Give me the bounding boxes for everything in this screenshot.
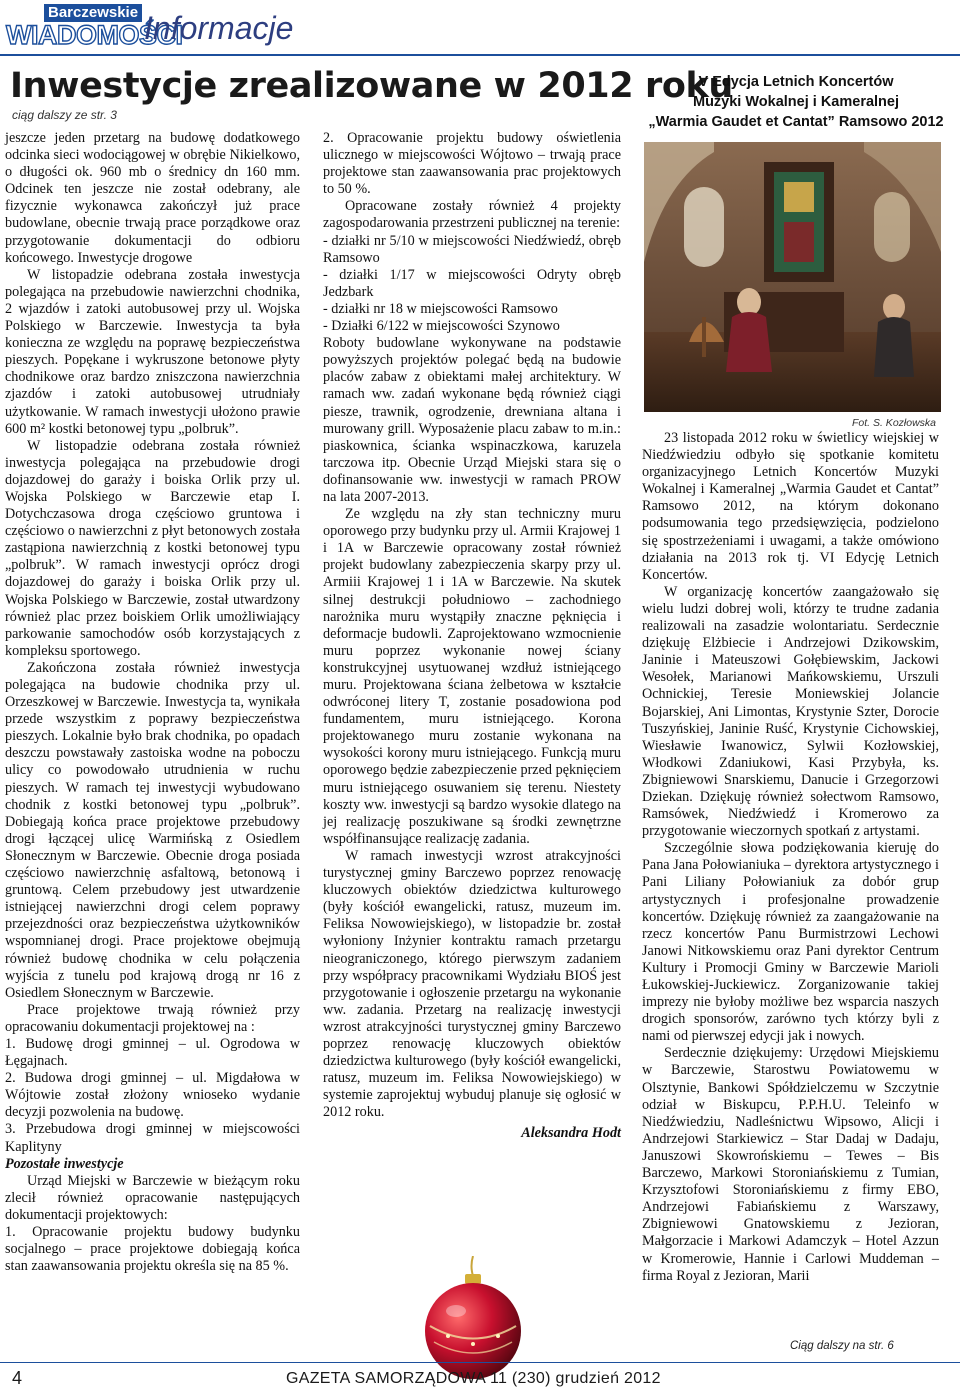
author-signature: Aleksandra Hodt xyxy=(521,1125,621,1142)
paragraph: W organizację koncertów zaangażowało się wielu ludzi dobrej woli, którzy te trudne zadania realizowali na zasadzie wolontariatu. Serdecznie dziękuję Elżbiecie i Andrzejowi Dzikowskim, Janinie i Mateuszowi Gołębiewskim, Jackowi Wesołek, Marianowi Mańkowskiemu, Urszuli Ochnickiej, Teresie Moniewskiej Jolancie Bojarskiej, Ani Limontas, Krystynie Szter, Dorocie Tuszyńskiej, Janinie Ruść, Krystynie Cichowskiej, Wiesławie Iwanowicz, Sylwii Kozłowskiej, Włodkowi Zdaniukowi, Kasi Przybyła, ks. Zbigniewowi Snarskiemu, Danucie i Grzegorzowi Dziekan. Dziękuję również sołectwom Ramsowo, Ramsówek, Niedźwiedź i Kromerowo za przygotowanie wieczornych spotkań z artystami. xyxy=(642,583,939,840)
article-title: Inwestycje zrealizowane w 2012 roku xyxy=(10,66,733,106)
sidebar-title-line: V Edycja Letnich Koncertów xyxy=(698,74,894,90)
paragraph: Urząd Miejski w Barczewie w bieżącym roku zlecił również opracowanie następujących dokumentacji projektowych: xyxy=(5,1172,300,1223)
continued-to: Ciąg dalszy na str. 6 xyxy=(790,1340,894,1352)
list-item: 1. Opracowanie projektu budowy budynku socjalnego – prace projektowe dobiegają końca stan zaawansowania projektu określa się na 85 %. xyxy=(5,1224,300,1275)
article-column-2 xyxy=(323,130,621,1143)
sidebar-title xyxy=(646,72,946,132)
paragraph: Opracowane zostały również 4 projekty zagospodarowania przestrzeni publicznej na terenie: xyxy=(323,198,621,232)
photo-caption: Fot. S. Kozłowska xyxy=(851,417,936,429)
list-item: 2. Budowa drogi gminnej – ul. Migdałowa w Wójtowie został złożony wnioseko wydanie decyzji pozwolenia na budowę. xyxy=(5,1070,300,1121)
paragraph: Ze względu na zły stan techniczny muru oporowego przy budynku przy ul. Armii Krajowej 1 i 1A w Barczewie opracowany został również projekt budowlany zabezpieczenia skarpy przy ul. Armiii Krajowej 1 i 1A w Barczewie. Na skutek silnej destrukcji południowo – zachodniego narożnika muru wystąpiły znaczne pęknięcia i deformacje budowli. Zaprojektowano wzmocnienie muru poprzez wykonanie nowej ściany konstrukcyjnej usytuowanej wzdłuż istniejącego muru. Projektowana ściana żelbetowa w kształcie odwróconej litery T, zostanie posadowiona pod fundamentem, muru istniejącego. Korona projektowanego muru zostanie wykonana na wysokości korony muru istniejącego. Funkcją muru oporowego będzie zabezpieczenie przed pęknięciem muru istniejącego osuwaniem się terenu. Niestety koszty ww. inwestycji są bardzo wysokie dlatego na jej realizację poszukiwane są środki zewnętrzne współfinansujące realizację zadania. xyxy=(323,506,621,847)
list-item: 3. Przebudowa drogi gminnej w miejscowości Kaplityny xyxy=(5,1121,300,1155)
paragraph: Szczególnie słowa podziękowania kieruję do Pana Jana Połowianiuka – dyrektora artystycznego i Pani Liliany Połowianiuk za dobór grup artystycznych i profesjonalne prowadzenie koncertów. Dziękuję również za zaangażowanie na rzecz koncertów Panu Burmistrzowi Lechowi Janowi Nitkowskiemu oraz Pani dyrektor Centrum Kultury i Promocji Gminy w Barczewie Marioli Łukowskiej-Juckiewicz. Zorganizowanie takiej imprezy nie byłoby możliwe bez wsparcia naszych drogich sponsorów, zarówno tych którzy byli z nami od pierwszej edycji jak i nowych. xyxy=(642,840,939,1045)
header-rule xyxy=(0,54,960,56)
concert-photo-illustration xyxy=(644,142,941,412)
paragraph: 23 listopada 2012 roku w świetlicy wiejskiej w Niedźwiedziu odbyło się spotkanie komitetu organizacyjnego Letnich Koncertów Muzyki Wokalnej i Kameralnej „Warmia Gaudet et Cantat” Ramsowo 2012, na którym dokonano podsumowania tego przedsięwzięcia, podzielono się spostrzeżeniami i uwagami, a także omówiono działania na 2013 rok tj. VI Edycję Letnich Koncertów. xyxy=(642,430,939,583)
paragraph: Roboty budowlane wykonywane na podstawie powyższych projektów polegać będą na budowie placów zabaw z obiektami małej architektury. W ramach ww. zadań wykonane będą również ciągi piesze, trawnik, ogrodzenie, drewniana altana i murowany grill. Wyposażenie placu zabaw to m.in.: piaskownica, ścianka wspinaczkowa, karuzela tarczowa itp. Obecnie Urząd Miejski stara się o dofinansowanie ww. inwestycji w ramach PROW na lata 2007-2013. xyxy=(323,335,621,505)
christmas-bauble-icon xyxy=(418,1256,528,1384)
paragraph: Prace projektowe trwają również przy opracowaniu dokumentacji projektowej na : xyxy=(5,1001,300,1035)
article-column-1 xyxy=(5,130,300,1275)
section-title: Informacje xyxy=(144,10,294,46)
paragraph: Serdecznie dziękujemy: Urzędowi Miejskiemu w Barczewie, Starostwu Powiatowemu w Olsztynie, Bankowi Spółdzielczemu w Szczytnie odział w Biskupcu, P.P.H.U. Teleinfo w Niedźwiedziu, Nadleśnictwu Wipsowo, Alicji i Andrzejowi Starkiewicz – Star Dadaj w Dadaju, Januszowi Skowrońskiemu – Tewes – Bis Barczewo, Markowi Storoniańskiemu z Tumian, Krzysztofowi Storoniańskiemu z firmy EBO, Andrzejowi Fabiańskiemu z Warszawy, Zbigniewowi Gnatowskiemu z Jezioran, Małgorzacie i Markowi Adamczyk – Hotel Azzun w Kromerowie, Hannie i Carlowi Muddeman – firma Royal z Jezioran, Marii xyxy=(642,1045,939,1284)
paragraph: W listopadzie odebrana została inwestycja polegająca na przebudowie nawierzchni chodnika, 2 wjazdów i zatoki autobusowej przy ul. Wojska Polskiego w Barczewie. Inwestycja ta była konieczna ze względu na poprawę bezpieczeństwa pieszych. Popękane i wykruszone betonowe płyty chodnikowe oraz bardzo zniszczona nawierzchnia zjazdów i zatoki autobusowej utrudniały użytkowanie. W ramach inwestycji ułożono prawie 600 m² kostki betonowej typu „polbruk”. xyxy=(5,266,300,437)
paragraph: W listopadzie odebrana została również inwestycja polegająca na przebudowie drogi dojazdowej do garaży i boiska Orlik przy ul. Wojska Polskiego w Barczewie etap I. Dotychczasowa droga częściowo gruntowa i częściowo o nawierzchni z płyt betonowych została zastąpiona nawierzchnią z kostki betonowej typu „polbruk”. W ramach inwestycji oprócz drogi dojazdowej do garaży i boiska Orlik przy ul. Wojska Polskiego w Barczewie, został utwardzony również plac przez boiskiem Orlik umożliwiający parkowanie samochodów osób korzystających z kompleksu sportowego. xyxy=(5,437,300,659)
continued-from: ciąg dalszy ze str. 3 xyxy=(12,108,117,122)
list-item: - działki nr 18 w miejscowości Ramsowo xyxy=(323,300,558,317)
subheading: Pozostałe inwestycje xyxy=(5,1155,124,1172)
paragraph: W ramach inwestycji wzrost atrakcyjności turystycznej gminy Barczewo poprzez renowację kluczowych obiektów dziedzictwa kulturowego (były kościół ewangelicki, ratusz, muzeum im. Feliksa Nowowiejskiego), w listopadzie br. został wyłoniony Inżynier kontraktu ramach przetargu nieograniczonego, którego pierwszym zadaniem przy współpracy pracownikami Wydziału BIOŚ jest przygotowanie i ogłoszenie przetargu na wykonanie ww. zadania. Przetarg na realizację inwestycji wzrost atrakcyjności turystycznej gminy Barczewo poprzez renowację kluczowych obiektów dziedzictwa kulturowego (były kościół ewangelicki, ratusz, muzeum im. Feliksa Nowowiejskiego) w systemie zaprojektuj wybuduj planuje się ogłosić w 2012 roku. xyxy=(323,847,621,1121)
publication-title: GAZETA SAMORZĄDOWA 11 (230) grudzień 2012 xyxy=(286,1370,661,1387)
concert-photo xyxy=(644,142,941,412)
masthead xyxy=(6,4,606,50)
list-item: - działki 1/17 w miejscowości Odryty obręb Jedzbark xyxy=(323,266,621,300)
logo-main-text: WIADOMOŚCI xyxy=(6,20,183,50)
list-item: 2. Opracowanie projektu budowy oświetlenia ulicznego w miejscowości Wójtowo – trwają prace projektowe stan zaawansowania prac projektowych to 50 %. xyxy=(323,130,621,198)
list-item: - Działki 6/122 w miejscowości Szynowo xyxy=(323,318,560,335)
list-item: 1. Budowę drogi gminnej – ul. Ogrodowa w Łęgajnach. xyxy=(5,1035,300,1070)
paragraph: Zakończona została również inwestycja polegająca na budowie chodnika przy ul. Orzeszkowej w Barczewie. Inwestycja ta, wynikała przede wszystkim z poprawy bezpieczeństwa pieszych. Lokalnie było brak chodnika, po opadach deszczu powstawały zastoiska wodne na poboczu ulicy co powodowało utrudnienia w ruchu pieszych. W ramach tej inwestycji wybudowano chodnik z kostki betonowej typu „polbruk”. Dobiegają końca prace projektowe przebudowy drogi łączącej ulicę Warmińską z Osiedlem Słonecznym w Barczewie. Obecnie droga posiada częściowo nawierzchnię asfaltową, betonową i gruntową. Celem przebudowy jest utwardzenie istniejącej nawierzchni drogi celem poprawy przejezdności oraz bezpieczeństwa użytkowników wspomnianej drogi. Prace projektowe obejmują również budowę chodnika w celu połączenia wyjścia z tunelu pod krajową drogą nr 16 z Osiedlem Słonecznym w Barczewie. xyxy=(5,659,300,1001)
footer-rule xyxy=(0,1362,960,1363)
list-item: - działki nr 5/10 w miejscowości Niedźwiedź, obręb Ramsowo xyxy=(323,232,621,266)
page-number: 4 xyxy=(12,1368,23,1388)
paragraph: jeszcze jeden przetarg na budowę dodatkowego odcinka sieci wodociągowej w obrębie Nikielkowo, o długości ok. 960 mb o średnicy dn 160 mm. Odcinek ten jeszcze nie został odebrany, ale fizycznie wykonawca zakończył już prace budowlane, obecnie trwają prace porządkowe oraz przygotowanie dokumentacji do odbioru końcowego. Inwestycje drogowe xyxy=(5,130,300,266)
sidebar-column xyxy=(642,430,939,1285)
sidebar-title-line: Muzyki Wokalnej i Kameralnej xyxy=(692,94,900,110)
sidebar-title-line: „Warmia Gaudet et Cantat” Ramsowo 2012 xyxy=(648,114,944,130)
logo-top-text: Barczewskie xyxy=(44,4,142,22)
